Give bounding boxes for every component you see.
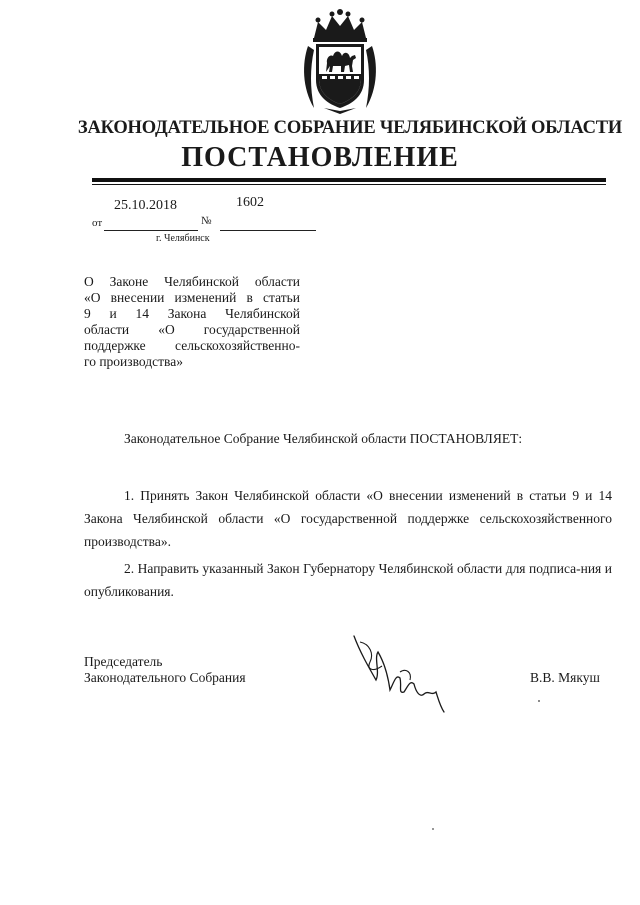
document-type-heading: ПОСТАНОВЛЕНИЕ bbox=[181, 142, 459, 173]
scan-speck bbox=[538, 700, 540, 702]
scan-speck bbox=[432, 828, 434, 830]
handwritten-signature-icon bbox=[340, 632, 450, 714]
subject-line: поддержке сельскохозяйственно- bbox=[84, 338, 300, 353]
number-underline bbox=[220, 230, 316, 231]
header-rule-thin bbox=[92, 184, 606, 185]
resolution-item-1: 1. Принять Закон Челябинской области «О внесении изменений в статьи 9 и 14 Закона Челябинской области «О государственной поддержке сельскохозяйственного производства». bbox=[84, 488, 612, 549]
from-label: от bbox=[92, 217, 103, 229]
resolution-preamble: Законодательное Собрание Челябинской области ПОСТАНОВЛЯЕТ: bbox=[124, 431, 523, 446]
chair-position bbox=[84, 654, 246, 686]
chair-position-line-1: Председатель bbox=[84, 654, 163, 669]
header-rule-thick bbox=[92, 178, 606, 182]
place-label: г. Челябинск bbox=[156, 233, 210, 244]
subject-line: «О внесении изменений в статьи bbox=[84, 290, 300, 305]
organization-title: ЗАКОНОДАТЕЛЬНОЕ СОБРАНИЕ ЧЕЛЯБИНСКОЙ ОБЛАСТИ bbox=[77, 118, 623, 138]
subject-line: области «О государственной bbox=[84, 322, 300, 337]
document-date: 25.10.2018 bbox=[114, 198, 177, 213]
document-subject bbox=[84, 274, 300, 370]
chair-name: В.В. Мякуш bbox=[530, 670, 600, 685]
document-number: 1602 bbox=[236, 195, 264, 210]
coat-of-arms-icon bbox=[300, 8, 380, 116]
subject-line: го производства» bbox=[84, 354, 183, 369]
number-label: № bbox=[201, 215, 212, 227]
chair-position-line-2: Законодательного Собрания bbox=[84, 670, 246, 685]
subject-line: О Законе Челябинской области bbox=[84, 274, 300, 289]
subject-line: 9 и 14 Закона Челябинской bbox=[84, 306, 300, 321]
date-underline bbox=[104, 230, 198, 231]
resolution-item-2: 2. Направить указанный Закон Губернатору Челябинской области для подписа-ния и опубликования. bbox=[84, 561, 612, 599]
